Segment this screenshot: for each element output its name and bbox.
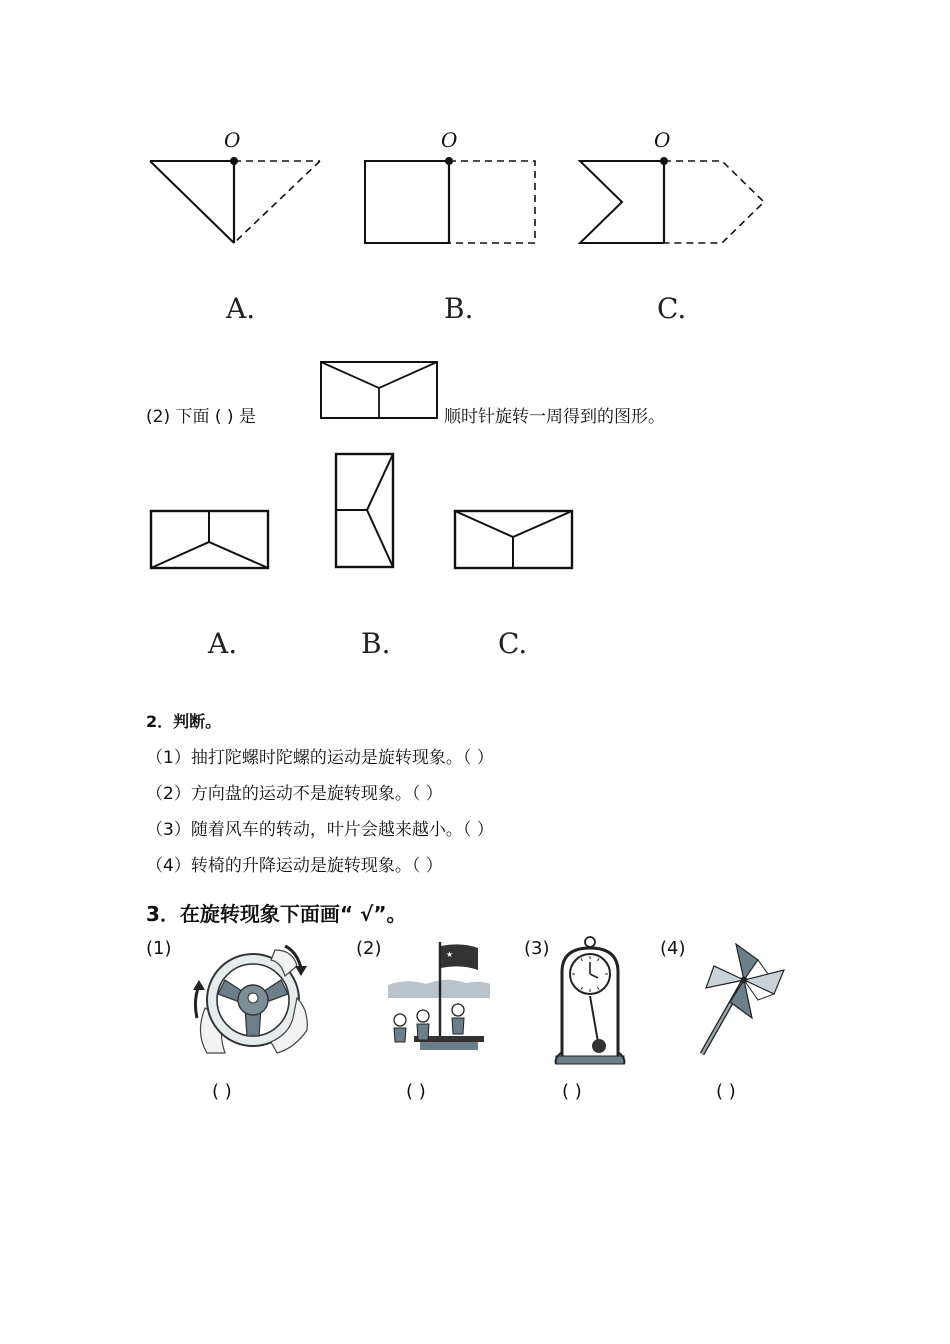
q3-num-2: (2): [356, 938, 382, 959]
option-a-figure: [149, 509, 271, 571]
q1-part2-stem-after: 顺时针旋转一周得到的图形。: [444, 407, 665, 427]
q1-part2-stem-before: (2) 下面 ( ) 是: [146, 407, 256, 427]
q3-num-1: (1): [146, 938, 172, 959]
o-label-a: O: [224, 128, 241, 152]
q2-heading: 2．判断。: [146, 712, 222, 731]
flag-raising-icon: [386, 940, 494, 1055]
reference-envelope-figure: [320, 361, 440, 421]
q3-answer-1[interactable]: ( ): [212, 1081, 232, 1102]
q3-answer-4[interactable]: ( ): [716, 1081, 736, 1102]
figure-a-triangle: [140, 150, 340, 260]
q2-item-4: （4）转椅的升降运动是旋转现象。（ ）: [146, 856, 443, 876]
figure-c-arrow: [570, 150, 780, 260]
figure-b-rectangle: [355, 150, 555, 260]
steering-wheel-icon: [185, 938, 320, 1060]
q3-answer-3[interactable]: ( ): [562, 1081, 582, 1102]
q3-num-3: (3): [524, 938, 550, 959]
q2-item-1: （1）抽打陀螺时陀螺的运动是旋转现象。（ ）: [146, 748, 494, 768]
option-c-figure: [453, 509, 575, 571]
option-label-a2: A.: [208, 627, 238, 660]
option-label-b: B.: [444, 292, 474, 325]
q2-item-2: （2）方向盘的运动不是旋转现象。（ ）: [146, 784, 443, 804]
q3-num-4: (4): [660, 938, 686, 959]
pinwheel-icon: [696, 940, 796, 1060]
pendulum-clock-icon: [548, 934, 632, 1068]
q3-heading: 3．在旋转现象下面画“ √”。: [146, 902, 407, 926]
option-label-b2: B.: [361, 627, 391, 660]
o-label-c: O: [654, 128, 671, 152]
option-label-c: C.: [657, 292, 687, 325]
o-label-b: O: [441, 128, 458, 152]
option-label-c2: C.: [498, 627, 528, 660]
q2-item-3: （3）随着风车的转动，叶片会越来越小。（ ）: [146, 820, 494, 840]
q3-answer-2[interactable]: ( ): [406, 1081, 426, 1102]
option-label-a: A.: [226, 292, 256, 325]
svg-text:★: ★: [446, 950, 454, 959]
option-b-figure: [334, 452, 396, 570]
